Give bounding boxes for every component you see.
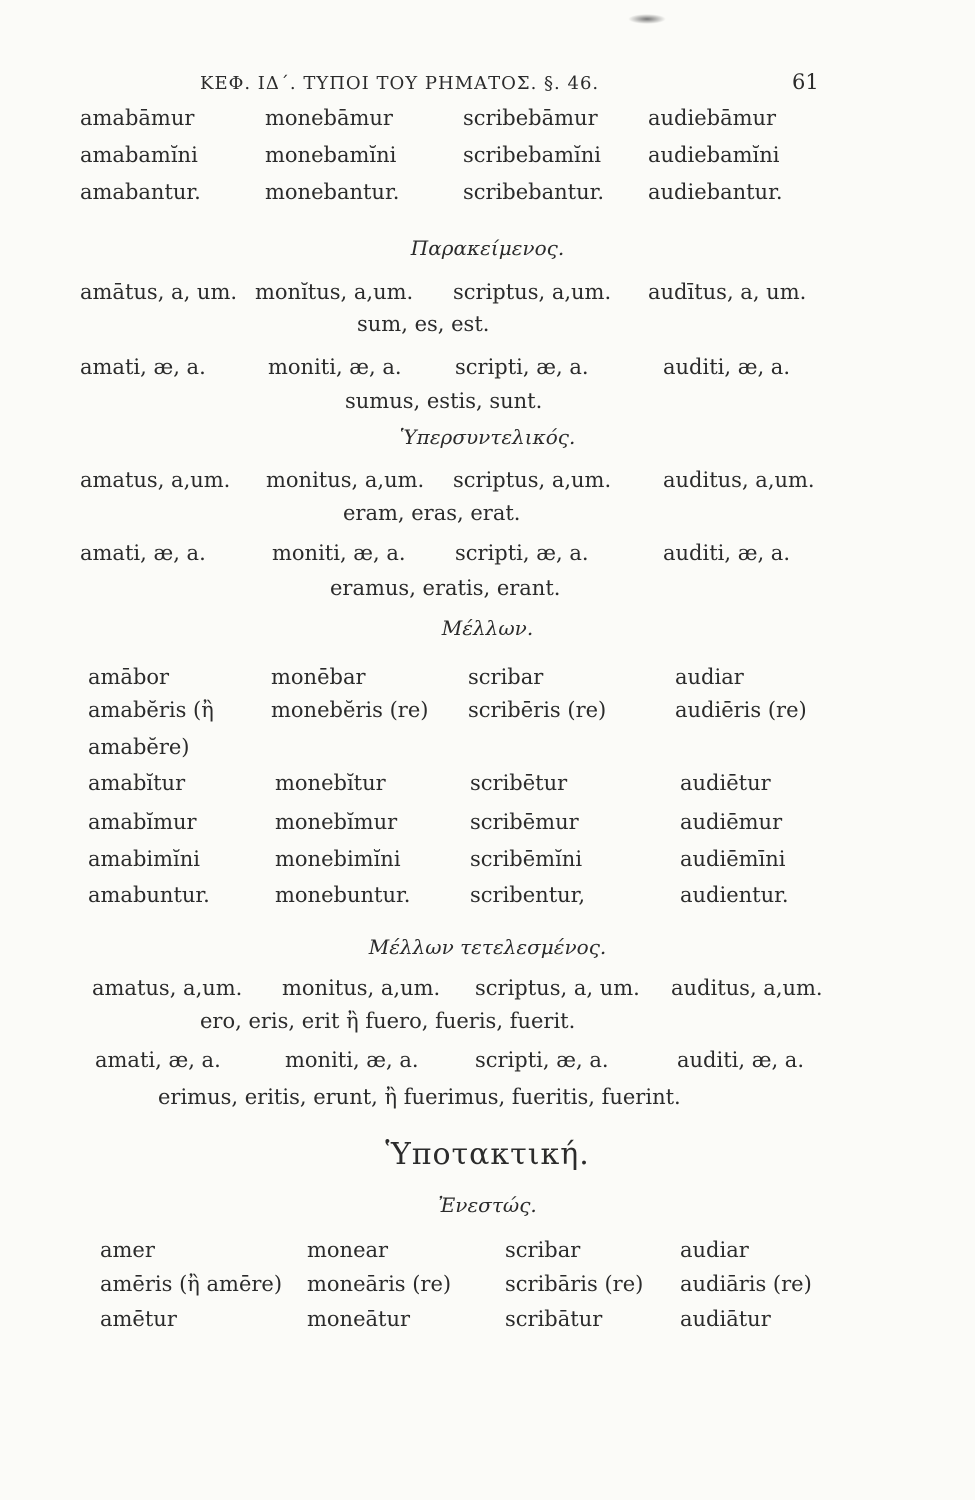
- auxiliary-line: ero, eris, erit ἢ fuero, fueris, fuerit.: [200, 1009, 576, 1033]
- cell: scribebāmur: [463, 106, 598, 130]
- table-row: [88, 849, 786, 870]
- cell: amabĭmur: [88, 810, 197, 834]
- cell: audiebantur.: [648, 180, 783, 204]
- table-row: [100, 1274, 812, 1295]
- running-title: ΚΕΦ. ΙΔ΄. ΤΥΠΟΙ ΤΟΥ ΡΗΜΑΤΟΣ. §. 46.: [200, 73, 600, 94]
- auxiliary-line: sum, es, est.: [357, 312, 490, 336]
- section-heading-future-perfect: Μέλλων τετελεσμένος.: [368, 935, 607, 959]
- cell: monebĭtur: [275, 771, 386, 795]
- table-row: [88, 667, 744, 688]
- cell: scriptus, a,um.: [453, 468, 612, 492]
- cell: scribar: [505, 1238, 581, 1262]
- cell: moneātur: [307, 1307, 411, 1331]
- section-heading-perfect: Παρακείμενος.: [410, 236, 565, 260]
- cell: auditi, æ, a.: [663, 355, 790, 379]
- cell: audiēris (re): [675, 698, 807, 722]
- cell: scribāris (re): [505, 1272, 644, 1296]
- cell: monebantur.: [265, 180, 400, 204]
- auxiliary-line: eramus, eratis, erant.: [330, 576, 561, 600]
- cell: scripti, æ, a.: [455, 355, 589, 379]
- table-row: [80, 357, 790, 378]
- table-row: [92, 978, 823, 999]
- cell: auditi, æ, a.: [663, 541, 790, 565]
- section-heading-future: Μέλλων.: [441, 616, 534, 640]
- table-row: [80, 470, 815, 491]
- cell: audiēmur: [680, 810, 783, 834]
- cell: audiar: [675, 665, 744, 689]
- cell: audiāris (re): [680, 1272, 812, 1296]
- cell: audītus, a, um.: [648, 280, 807, 304]
- cell: auditus, a,um.: [671, 976, 823, 1000]
- cell: scribātur: [505, 1307, 603, 1331]
- cell: moniti, æ, a.: [285, 1048, 419, 1072]
- cell: monear: [307, 1238, 389, 1262]
- table-row: [80, 282, 806, 303]
- cell: amabāmur: [80, 106, 195, 130]
- cell: amati, æ, a.: [80, 541, 206, 565]
- cell: amātus, a, um.: [80, 280, 238, 304]
- cell: scribēmur: [470, 810, 579, 834]
- cell: amābor: [88, 665, 170, 689]
- ink-smudge: [628, 14, 666, 24]
- table-row: [88, 773, 771, 794]
- cell: amabĕre): [88, 735, 190, 759]
- cell: monitus, a,um.: [266, 468, 425, 492]
- cell: monebuntur.: [275, 883, 411, 907]
- table-row: [88, 700, 807, 721]
- section-heading-pluperfect: Ὑπερσυντελικός.: [399, 425, 576, 449]
- table-row: [88, 885, 789, 906]
- cell: monebāmur: [265, 106, 393, 130]
- auxiliary-line: erimus, eritis, erunt, ἢ fuerimus, fueritis, fuerint.: [158, 1085, 681, 1109]
- cell: amēris (ἢ amēre): [100, 1272, 283, 1296]
- cell: scripti, æ, a.: [475, 1048, 609, 1072]
- cell: scribēmĭni: [470, 847, 583, 871]
- cell: moniti, æ, a.: [268, 355, 402, 379]
- table-row: [88, 737, 189, 758]
- cell: scripti, æ, a.: [455, 541, 589, 565]
- cell: monebĕris (re): [271, 698, 429, 722]
- cell: amati, æ, a.: [80, 355, 206, 379]
- cell: auditi, æ, a.: [677, 1048, 804, 1072]
- cell: audiēmīni: [680, 847, 786, 871]
- cell: amētur: [100, 1307, 177, 1331]
- cell: amatus, a,um.: [80, 468, 231, 492]
- cell: scribar: [468, 665, 544, 689]
- cell: scriptus, a,um.: [453, 280, 612, 304]
- chapter-heading-subjunctive: Ὑποτακτική.: [385, 1137, 590, 1172]
- cell: audiar: [680, 1238, 749, 1262]
- cell: amatus, a,um.: [92, 976, 243, 1000]
- cell: amer: [100, 1238, 155, 1262]
- cell: amabĕris (ἢ: [88, 698, 214, 722]
- cell: amati, æ, a.: [95, 1048, 221, 1072]
- cell: monitus, a,um.: [282, 976, 441, 1000]
- cell: scriptus, a, um.: [475, 976, 640, 1000]
- cell: amabimĭni: [88, 847, 200, 871]
- auxiliary-line: eram, eras, erat.: [343, 501, 521, 525]
- table-row: [80, 145, 779, 166]
- section-heading-present: Ἐνεστώς.: [438, 1193, 537, 1217]
- table-row: [80, 543, 790, 564]
- cell: audiebamĭni: [648, 143, 780, 167]
- cell: scribentur,: [470, 883, 586, 907]
- cell: monĭtus, a,um.: [255, 280, 414, 304]
- table-row: [88, 812, 782, 833]
- cell: monebĭmur: [275, 810, 398, 834]
- table-row: [80, 182, 783, 203]
- cell: amabamĭni: [80, 143, 198, 167]
- cell: audiētur: [680, 771, 771, 795]
- cell: amabantur.: [80, 180, 201, 204]
- cell: scribētur: [470, 771, 568, 795]
- table-row: [80, 108, 776, 129]
- cell: auditus, a,um.: [663, 468, 815, 492]
- cell: audiebāmur: [648, 106, 777, 130]
- cell: amabĭtur: [88, 771, 186, 795]
- table-row: [100, 1309, 771, 1330]
- cell: amabuntur.: [88, 883, 210, 907]
- table-row: [95, 1050, 804, 1071]
- cell: audiātur: [680, 1307, 771, 1331]
- cell: monebamĭni: [265, 143, 397, 167]
- cell: scribebamĭni: [463, 143, 601, 167]
- cell: moneāris (re): [307, 1272, 452, 1296]
- page-number: 61: [792, 70, 819, 94]
- cell: monēbar: [271, 665, 366, 689]
- table-row: [100, 1240, 749, 1261]
- cell: audientur.: [680, 883, 789, 907]
- cell: scribēris (re): [468, 698, 607, 722]
- cell: moniti, æ, a.: [272, 541, 406, 565]
- cell: monebimĭni: [275, 847, 401, 871]
- cell: scribebantur.: [463, 180, 605, 204]
- auxiliary-line: sumus, estis, sunt.: [345, 389, 543, 413]
